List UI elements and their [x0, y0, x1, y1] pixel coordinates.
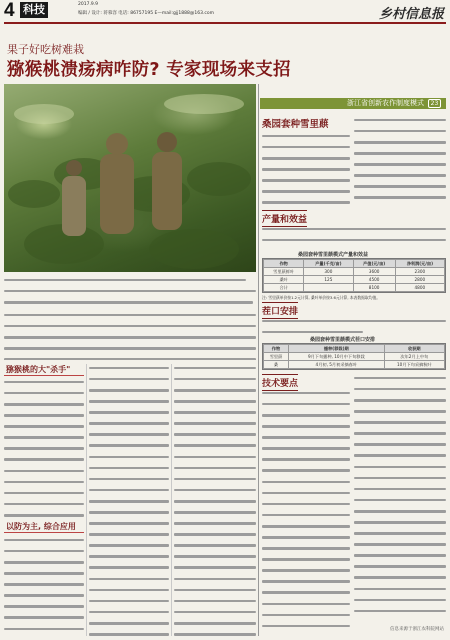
leaf-badge-icon: 23	[428, 99, 441, 108]
section-yield: 产量和效益	[262, 210, 307, 227]
page-number: 4	[4, 0, 15, 21]
table-cell: 次年2月上中旬	[384, 353, 444, 361]
article-col-3	[174, 364, 256, 636]
table-header: 净利润(元/亩)	[395, 260, 444, 268]
yield-table-title: 桑园套种雪里蕻模式产量和效益	[298, 252, 369, 258]
table-header: 播种(移栽)期	[288, 345, 384, 353]
table-cell: 9月下旬播种, 10月中下旬移栽	[288, 353, 384, 361]
right-article-title: 桑园套种雪里蕻	[262, 119, 329, 130]
article-col-2	[89, 364, 169, 636]
masthead	[0, 0, 450, 22]
article-col-1b	[4, 536, 84, 636]
subhead-prevention: 以防为主, 综合应用	[6, 522, 76, 531]
table-header: 作物	[264, 345, 289, 353]
table-row	[264, 284, 445, 292]
table-cell: 4500	[353, 276, 395, 284]
photo-caption	[4, 276, 256, 310]
table-cell: 2300	[395, 268, 444, 276]
table-header: 产量(千克/亩)	[304, 260, 353, 268]
subhead-rule	[4, 375, 84, 376]
schedule-table-title: 桑园套种雪里蕻模式茬口安排	[310, 337, 376, 343]
paper-name-logo: 乡村信息报	[378, 7, 444, 22]
source-credit: 信息来源于浙江农科院网站	[390, 627, 444, 632]
table-cell: 4800	[395, 284, 444, 292]
right-intro-col-a	[262, 132, 350, 208]
table-header: 收获期	[384, 345, 444, 353]
table-cell: 合计	[264, 284, 304, 292]
article-col-1a	[4, 378, 84, 518]
article-intro-text	[4, 311, 256, 360]
masthead-rule	[4, 22, 446, 24]
table-cell: 桑	[264, 361, 289, 369]
yield-table-note: 注: 雪里蕻单价按1.2元计算, 桑叶单价按3.6元计算, 本表数据取均值。	[262, 295, 381, 300]
section-band	[260, 98, 446, 109]
subhead-rule-2	[4, 532, 84, 533]
table-cell: 雪里蕻鲜叶	[264, 268, 304, 276]
table-cell: 300	[304, 268, 353, 276]
article-kicker: 果子好吃树难栽	[7, 43, 84, 56]
table-cell: 125	[304, 276, 353, 284]
table-cell: 2800	[395, 276, 444, 284]
table-row	[264, 353, 445, 361]
table-header: 作物	[264, 260, 304, 268]
issue-date: 2017.9.9	[78, 2, 99, 7]
band-label: 浙江省创新农作制度模式	[347, 99, 424, 107]
right-intro-col-b	[354, 116, 446, 208]
table-row	[264, 268, 445, 276]
table-header: 产值(元/亩)	[353, 260, 395, 268]
table-cell: 8100	[353, 284, 395, 292]
kiwi-orchard-photo	[4, 84, 256, 272]
table-row	[264, 361, 445, 369]
section-label: 科技	[20, 2, 48, 18]
article-headline: 猕猴桃溃疡病咋防? 专家现场来支招	[7, 60, 291, 80]
column-divider	[86, 364, 87, 636]
column-divider	[171, 364, 172, 636]
yield-table	[262, 258, 446, 293]
table-cell: 10月下旬采摘秋叶	[384, 361, 444, 369]
table-cell	[304, 284, 353, 292]
table-cell: 3600	[353, 268, 395, 276]
main-column-divider	[258, 84, 259, 636]
editor-contact: 编辑 / 设计: 蒋慕容 电话: 86757195 E—mail:gjj1888@163.com	[78, 11, 214, 16]
table-cell: 雪里蕻	[264, 353, 289, 361]
table-cell: 4月初, 5月初采摘春叶	[288, 361, 384, 369]
table-cell: 桑叶	[264, 276, 304, 284]
section-schedule: 茬口安排	[262, 302, 298, 319]
section-tech-points: 技术要点	[262, 374, 298, 391]
yield-text	[262, 225, 446, 250]
schedule-text	[262, 317, 446, 334]
tech-col-a	[262, 389, 350, 633]
table-row	[264, 276, 445, 284]
tech-col-b	[354, 374, 446, 618]
subhead-killer: 猕猴桃的大"杀手"	[6, 365, 71, 374]
schedule-table	[262, 343, 446, 370]
